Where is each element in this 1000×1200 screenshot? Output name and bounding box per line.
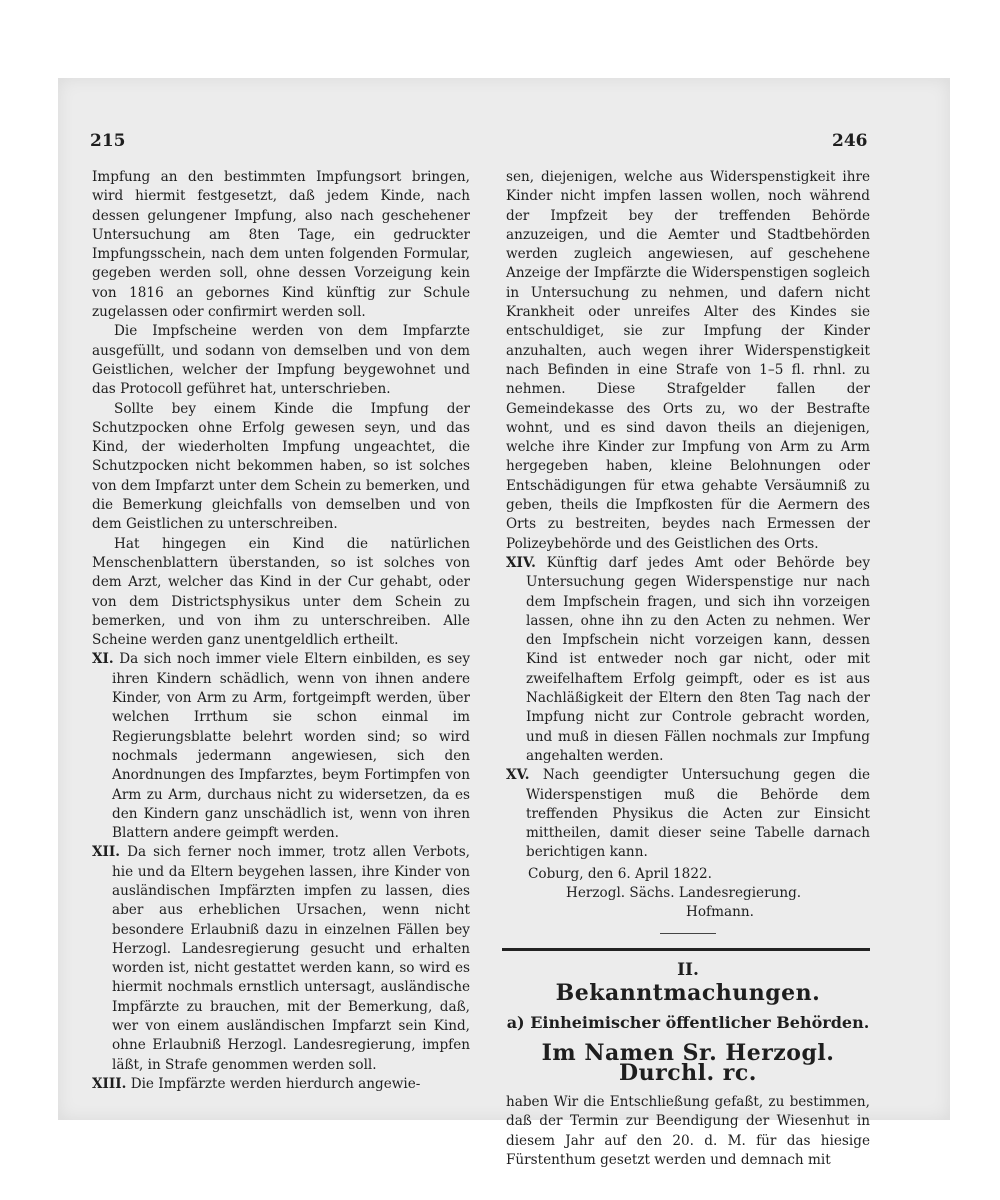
paragraph-ohne-erfolg: Sollte bey einem Kinde die Impfung der Schutzpocken ohne Erfolg gewesen seyn, und das Kind, der wiederholten Impfung ungeachtet, die Schutzpocken nicht bekommen haben, so ist solches von dem Impfarzt unter dem Schein zu bemerken, und die Bemerkung gleichfalls von demselben und von dem Geistlichen zu unterschreiben. (92, 400, 470, 533)
item-xiii-number: XIII. (92, 1075, 127, 1092)
page-number-left: 215 (90, 131, 126, 151)
item-xi (92, 650, 470, 843)
announcement-title: Im Namen Sr. Herzogl. Durchl. rc. (541, 1040, 835, 1086)
signature-authority: Herzogl. Sächs. Landesregierung. (566, 884, 802, 901)
item-xiv-number: XIV. (506, 554, 536, 571)
paragraph-impfungsschein: Impfung an den bestimmten Impfungsort bringen, wird hiermit festgesetzt, daß jedem Kinde, nach dessen gelungener Impfung, also nach geschehener Untersuchung am 8ten Tage, ein gedruckter Impfungsschein, nach dem unten folgenden Formular, gegeben werden soll, ohne dessen Vorzeigung kein von 1816 an gebornes Kind künftig zur Schule zugelassen oder confirmirt werden soll. (92, 169, 470, 321)
page-number-right: 246 (832, 131, 868, 151)
section-heading: Bekanntmachungen. (555, 979, 821, 1006)
item-xii (92, 843, 470, 1075)
section-divider (502, 948, 870, 951)
item-xii-text: Da sich ferner noch immer, trotz allen Verbots, hie und da Eltern beygehen lassen, ihre Kinder von ausländischen Impfärzten impfen zu lassen, dies aber aus erheblichen Ursachen, wenn nicht besondere Erlaubniß dazu in einzelnen Fällen bey Herzogl. Landesregierung gesucht und erhalten worden ist, nicht gestattet werden kann, so wird es hiermit nochmals ernstlich untersagt, ausländische Impfärzte zu brauchen, mit der Bemerkung, daß, wer von einem ausländischen Impfarzt sein Kind, ohne Erlaubniß Herzogl. Landesregierung, impfen läßt, in Strafe genommen werden soll. (112, 844, 470, 1073)
section-number: II. (677, 959, 699, 980)
item-xi-number: XI. (92, 651, 114, 668)
item-xii-number: XII. (92, 844, 120, 861)
item-xv-text: Nach geendigter Untersuchung gegen die Widerspenstigen muß die Behörde dem treffenden Physikus die Acten zur Einsicht mittheilen, damit dieser seine Tabelle darnach berichtigen kann. (526, 767, 870, 861)
paragraph-impfscheine: Die Impfscheine werden von dem Impfarzte ausgefüllt, und sodann von demselben und von dem Geistlichen, welcher der Impfung beygewohnet und das Protocoll geführet hat, unterschrieben. (92, 323, 470, 398)
announcement-text: haben Wir die Entschließung gefaßt, zu bestimmen, daß der Termin zur Beendigung der Wiesenhut in diesem Jahr auf den 20. d. M. für das hiesige Fürstenthum gesetzt werden und demnach mit (506, 1094, 870, 1168)
subsection-heading: a) Einheimischer öffentlicher Behörden. (506, 1013, 870, 1033)
short-divider (660, 933, 716, 934)
right-column (506, 168, 870, 1170)
item-xi-text: Da sich noch immer viele Eltern einbilden, es sey ihren Kindern schädlich, wenn von ihnen andere Kinder, von Arm zu Arm, fortgeimpft werden, über welchen Irrthum sie schon einmal im Regierungsblatte belehrt worden sind; so wird nochmals jedermann angewiesen, sich den Anordnungen des Impfarztes, beym Fortimpfen von Arm zu Arm, durchaus nicht zu widersetzen, da es den Kindern ganz unschädlich ist, wenn von ihren Blattern andere geimpft werden. (112, 651, 471, 842)
item-xiii-text: Die Impfärzte werden hierdurch angewie- (130, 1075, 421, 1092)
item-xiv (506, 554, 870, 766)
paragraph-menschenblattern: Hat hingegen ein Kind die natürlichen Menschenblattern überstanden, so ist solches von dem Arzt, welcher das Kind in der Cur gehabt, oder von dem Districtsphysikus unter dem Schein zu bemerken, und von ihm zu unterschreiben. Alle Scheine werden ganz unentgeldlich ertheilt. (92, 535, 470, 649)
item-xv (506, 766, 870, 862)
date-line: Coburg, den 6. April 1822. (528, 865, 712, 882)
left-column (92, 168, 470, 1094)
signature-name: Hofmann. (686, 904, 754, 921)
item-xiv-text: Künftig darf jedes Amt oder Behörde bey Untersuchung gegen Widerspenstige nur nach dem Impfschein fragen, und sich ihn vorzeigen lassen, ohne ihn zu den Acten zu nehmen. Wer den Impfschein nicht vorzeigen kann, dessen Kind ist entweder noch gar nicht, oder mit zweifelhaftem Erfolg geimpft, oder es ist aus Nachläßigkeit der Eltern den 8ten Tag nach der Impfung nicht zur Controle gebracht worden, und muß in diesen Fällen nochmals zur Impfung angehalten werden. (526, 554, 870, 764)
item-xv-number: XV. (506, 767, 530, 784)
item-xiii (92, 1075, 470, 1094)
paragraph-widerspenstige: sen, diejenigen, welche aus Widerspenstigkeit ihre Kinder nicht impfen lassen wollen, noch während der Impfzeit bey der treffenden Behörde anzuzeigen, und die Aemter und Stadtbehörden werden zugleich angewiesen, auf geschehene Anzeige der Impfärzte die Widerspenstigen sogleich in Untersuchung zu nehmen, und dafern nicht Krankheit oder unreifes Alter des Kindes sie entschuldiget, sie zur Impfung der Kinder anzuhalten, auch wegen ihrer Widerspenstigkeit nach Befinden in eine Strafe von 1–5 fl. rhnl. zu nehmen. Diese Strafgelder fallen der Gemeindekasse des Orts zu, wo der Bestrafte wohnt, und es sind davon theils an diejenigen, welche ihre Kinder zur Impfung von Arm zu Arm hergegeben haben, kleine Belohnungen oder Entschädigungen für etwa gehabte Versäumniß zu geben, theils die Impfkosten für die Aermern des Orts zu bestreiten, beydes nach Ermessen der Polizeybehörde und des Geistlichen des Orts. (506, 169, 870, 552)
